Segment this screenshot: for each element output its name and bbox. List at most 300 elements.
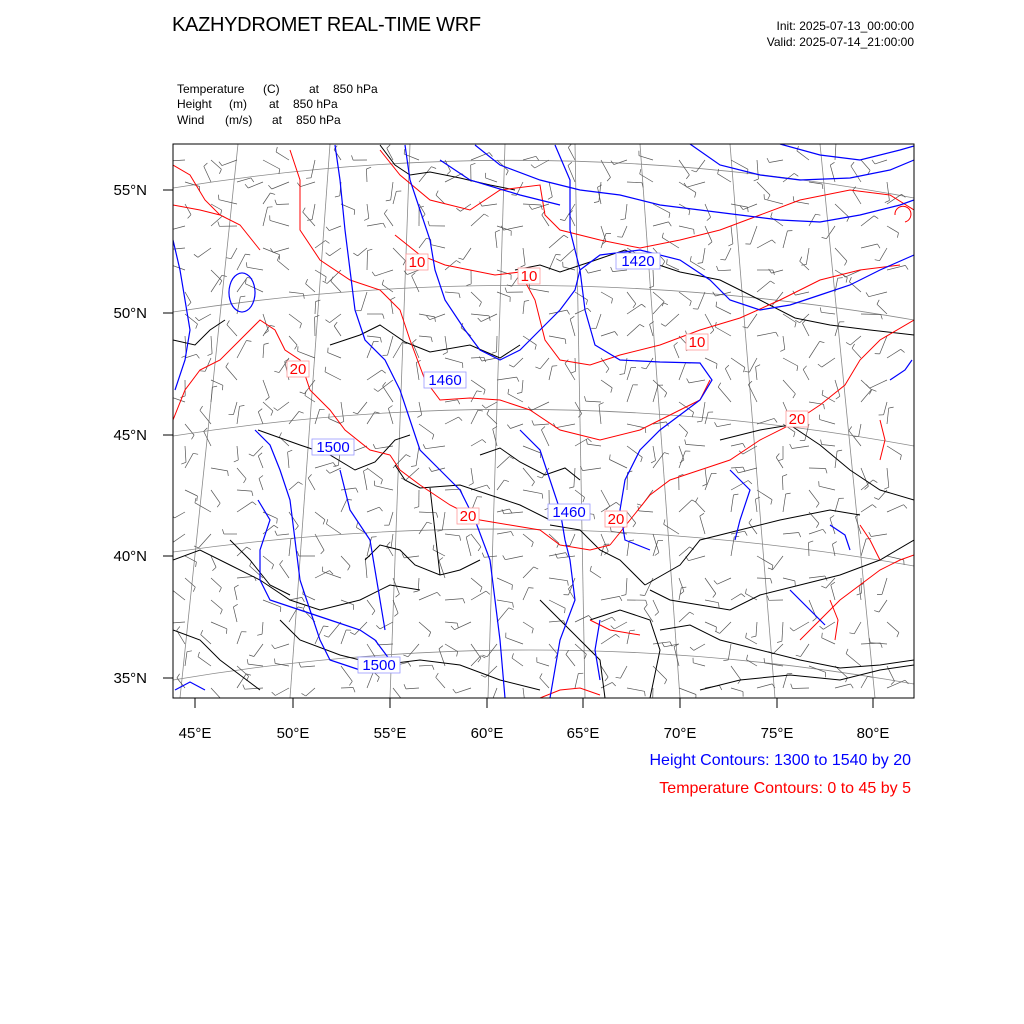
wind-barb-flag — [771, 579, 772, 584]
wind-barb — [797, 151, 809, 160]
wind-barb-flag — [306, 279, 308, 284]
wind-barb-flag — [477, 391, 482, 392]
wind-barb — [835, 204, 849, 217]
wind-barb-flag — [487, 410, 489, 415]
wind-barb — [358, 248, 367, 256]
wind-barb-flag — [308, 474, 311, 478]
wind-barb-flag — [612, 299, 613, 304]
wind-barb — [773, 644, 783, 654]
wind-barb — [406, 468, 420, 480]
temperature-label: 10 — [688, 334, 706, 351]
wind-barb-flag — [437, 530, 442, 531]
wind-barb — [613, 270, 627, 272]
wind-barb — [646, 358, 653, 369]
wind-barb — [375, 446, 393, 449]
wind-barb — [627, 385, 633, 402]
wind-barb — [471, 591, 486, 600]
variable-at: at — [272, 113, 283, 127]
wind-barb-flag — [568, 581, 569, 586]
wind-barb-flag — [264, 343, 269, 344]
wind-barb-flag — [586, 269, 589, 273]
wind-barb-flag — [665, 680, 667, 684]
wind-barb-flag — [872, 389, 877, 391]
wind-barb — [471, 314, 489, 316]
wind-barb — [887, 349, 901, 358]
lon-label: 65°E — [566, 725, 600, 742]
wind-barb-flag — [869, 532, 871, 536]
wind-barb-flag — [535, 367, 540, 369]
wind-barb — [263, 344, 264, 358]
wind-barb — [237, 468, 246, 479]
wind-barb-flag — [716, 364, 717, 369]
wind-barb-flag — [700, 513, 704, 516]
wind-barb — [280, 564, 289, 578]
wind-barb — [626, 578, 627, 595]
wind-barb-flag — [299, 411, 304, 413]
wind-barb-flag — [382, 370, 386, 373]
variable-level: 850 hPa — [333, 82, 378, 96]
temperature-label: 20 — [289, 361, 307, 378]
wind-barb-flag — [616, 634, 620, 637]
wind-barb-flag — [836, 142, 841, 143]
wind-barb-flag — [288, 450, 293, 452]
wind-barb — [851, 166, 861, 182]
wind-barb-flag — [820, 626, 824, 629]
wind-barb — [575, 358, 576, 371]
wind-barb — [653, 600, 659, 612]
wind-barb — [341, 688, 353, 689]
wind-barb — [679, 451, 685, 468]
wind-barb-flag — [690, 612, 694, 614]
wind-barb — [738, 468, 757, 473]
wind-barb — [211, 490, 220, 503]
wind-barb — [495, 232, 497, 248]
wind-barb-flag — [432, 435, 434, 440]
variable-units: (m/s) — [225, 113, 253, 127]
wind-barb-flag — [606, 369, 609, 373]
wind-barb-flag — [427, 316, 430, 320]
wind-barb-flag — [271, 411, 273, 416]
wind-barb — [170, 264, 186, 270]
wind-barb — [237, 502, 252, 512]
wind-barb-flag — [275, 659, 276, 664]
wind-barb — [639, 511, 653, 512]
wind-barb-flag — [800, 257, 802, 262]
wind-barb — [783, 358, 798, 366]
wind-barb-flag — [877, 244, 880, 248]
wind-barb — [289, 336, 297, 345]
wind-barb-flag — [698, 263, 703, 264]
wind-barb-flag — [532, 542, 534, 547]
wind-barb-flag — [702, 484, 707, 486]
wind-barb — [253, 446, 263, 456]
wind-barb-flag — [511, 532, 513, 537]
wind-barb — [491, 688, 497, 703]
wind-barb — [846, 654, 861, 666]
wind-barb-flag — [569, 487, 574, 488]
wind-barb — [331, 281, 341, 292]
wind-barb-flag — [651, 461, 656, 463]
wind-barb-flag — [642, 304, 646, 307]
wind-barb-flag — [655, 612, 659, 615]
wind-barb — [341, 402, 344, 421]
wind-barb-flag — [665, 393, 667, 398]
wind-barb — [746, 638, 757, 644]
wind-barb-flag — [413, 339, 417, 342]
wind-barb — [718, 270, 731, 271]
wind-barb-flag — [272, 645, 275, 649]
wind-barb-flag — [169, 245, 171, 250]
wind-barb — [334, 326, 341, 336]
wind-barb-flag — [487, 485, 490, 489]
wind-barb — [887, 226, 899, 233]
wind-barb-flag — [713, 594, 716, 598]
wind-barb — [504, 226, 524, 230]
wind-barb — [211, 216, 223, 226]
wind-barb-flag — [849, 633, 854, 634]
wind-barb — [523, 156, 536, 160]
wind-barb — [445, 358, 463, 363]
wind-barb-flag — [300, 392, 305, 394]
wind-barb-flag — [245, 254, 250, 255]
wind-barb-flag — [529, 588, 534, 589]
wind-barb-flag — [664, 520, 665, 525]
wind-barb-flag — [590, 566, 591, 571]
wind-barb-flag — [715, 631, 720, 633]
wind-barb — [388, 408, 393, 424]
wind-barb-flag — [502, 509, 504, 514]
lon-label: 60°E — [470, 725, 504, 742]
wind-barb — [861, 216, 874, 226]
wind-barb-flag — [697, 421, 702, 422]
wind-barb-flag — [356, 488, 358, 493]
wind-barb — [586, 401, 601, 402]
wind-barb-flag — [542, 494, 543, 499]
wind-barb-flag — [447, 171, 451, 175]
wind-barb — [802, 323, 809, 336]
wind-barb-flag — [323, 520, 325, 525]
wind-barb-flag — [265, 397, 269, 400]
wind-barb-flag — [221, 210, 222, 215]
wind-barb — [388, 336, 394, 355]
wind-barb-flag — [423, 444, 425, 448]
wind-barb — [887, 182, 889, 201]
wind-barb — [211, 468, 228, 471]
wind-barb — [523, 301, 524, 314]
wind-barb — [575, 402, 582, 414]
wind-barb — [570, 534, 575, 546]
wind-barb — [497, 600, 513, 603]
wind-barb — [445, 599, 463, 600]
wind-barb — [731, 666, 741, 680]
wind-barb-flag — [794, 173, 798, 176]
wind-barb — [809, 341, 820, 358]
wind-barb — [716, 307, 731, 314]
wind-barb-flag — [846, 649, 848, 654]
wind-barb-flag — [640, 169, 641, 174]
wind-barb-flag — [368, 249, 373, 250]
wind-barb-flag — [471, 163, 476, 165]
wind-barb-flag — [796, 655, 801, 656]
wind-barb — [717, 578, 731, 584]
wind-barb-flag — [719, 603, 720, 608]
wind-barb — [599, 405, 601, 424]
wind-barb — [568, 147, 575, 160]
wind-barb-flag — [816, 214, 821, 215]
wind-barb-flag — [849, 427, 852, 431]
lon-label: 75°E — [760, 725, 794, 742]
wind-barb — [471, 380, 485, 390]
wind-barb-flag — [469, 483, 474, 485]
variable-units: (m) — [229, 97, 247, 111]
wind-barb — [861, 468, 868, 486]
wind-barb — [575, 439, 588, 447]
wind-barb — [792, 688, 809, 689]
wind-barb-flag — [521, 265, 526, 267]
wind-barb — [700, 516, 705, 534]
wind-barb — [393, 600, 398, 613]
wind-barb — [312, 204, 315, 220]
wind-barb — [705, 468, 707, 484]
wind-barb-flag — [826, 469, 827, 474]
wind-barb — [718, 387, 731, 402]
wind-barb-flag — [803, 366, 806, 370]
wind-barb — [416, 446, 419, 466]
wind-barb-flag — [536, 156, 539, 160]
wind-barb-flag — [746, 589, 747, 594]
wind-barb-flag — [226, 258, 231, 259]
wind-barb — [549, 255, 556, 271]
wind-barb — [419, 402, 422, 415]
wind-barb — [532, 402, 550, 410]
wind-barb — [185, 490, 197, 496]
wind-barb — [234, 402, 238, 415]
wind-barb — [306, 284, 315, 292]
wind-barb — [853, 190, 861, 204]
wind-barb-flag — [905, 265, 908, 269]
wind-barb-flag — [221, 701, 223, 705]
wind-barb-flag — [408, 662, 411, 666]
wind-barb — [769, 160, 783, 163]
wind-barb-flag — [541, 427, 545, 430]
wind-barb-flag — [816, 503, 819, 507]
lon-label: 45°E — [178, 725, 212, 742]
wind-barb-flag — [566, 650, 569, 654]
wind-barb-flag — [541, 205, 542, 210]
wind-barb — [419, 336, 431, 337]
wind-barb-flag — [611, 388, 612, 393]
wind-barb — [341, 666, 352, 681]
wind-barb-flag — [615, 332, 618, 336]
wind-barb-flag — [436, 191, 438, 196]
wind-barb — [725, 248, 731, 260]
wind-barb-flag — [412, 273, 416, 276]
wind-barb — [587, 444, 601, 446]
wind-barb-flag — [777, 641, 782, 642]
wind-barb — [601, 596, 620, 600]
wind-barb — [809, 576, 825, 578]
wind-barb — [809, 490, 819, 503]
wind-barb-flag — [832, 542, 836, 545]
wind-barb — [614, 622, 627, 629]
wind-barb — [653, 380, 667, 393]
wind-barb — [549, 235, 564, 248]
wind-barb — [702, 402, 705, 421]
wind-barb — [367, 251, 368, 270]
wind-barb — [185, 578, 195, 587]
wind-barb — [330, 468, 341, 473]
wind-barb-flag — [611, 267, 613, 272]
wind-barb — [195, 503, 211, 512]
wind-barb-flag — [478, 658, 481, 662]
wind-barb-flag — [830, 162, 834, 165]
wind-barb-flag — [589, 616, 592, 620]
wind-barb — [715, 327, 731, 336]
wind-barb — [698, 292, 705, 309]
wind-barb-flag — [644, 605, 647, 609]
wind-barb — [530, 289, 549, 292]
wind-barb — [211, 160, 221, 169]
wind-barb — [523, 248, 525, 265]
wind-barb-flag — [884, 487, 889, 489]
wind-barb-flag — [520, 700, 525, 702]
wind-barb-flag — [905, 680, 908, 684]
wind-barb — [391, 182, 393, 200]
wind-barb — [367, 673, 373, 688]
wind-barb-flag — [323, 626, 328, 627]
wind-barb-flag — [388, 406, 392, 409]
wind-barb-flag — [453, 689, 456, 693]
wind-barb — [237, 406, 240, 424]
wind-barb — [471, 468, 473, 483]
wind-barb — [341, 488, 356, 490]
height-label: 1460 — [552, 504, 586, 521]
wind-barb-flag — [633, 523, 636, 527]
wind-barb-flag — [274, 408, 278, 411]
wind-barb-flag — [851, 162, 854, 166]
wind-barb-flag — [251, 178, 254, 182]
wind-barb-flag — [303, 294, 304, 299]
wind-barb — [471, 391, 477, 402]
wind-barb — [504, 512, 523, 514]
wind-barb — [783, 336, 785, 349]
wind-barb — [731, 688, 743, 692]
temperature-label: 10 — [520, 268, 538, 285]
wind-barb — [471, 214, 484, 226]
wind-barb — [549, 644, 558, 654]
wind-barb-flag — [662, 261, 665, 265]
wind-barb-flag — [306, 178, 311, 179]
wind-barb — [185, 204, 191, 215]
wind-barb-flag — [458, 258, 463, 259]
wind-barb-flag — [246, 341, 251, 342]
wind-barb — [653, 292, 664, 302]
wind-barb — [277, 204, 289, 205]
wind-barb-flag — [226, 363, 229, 367]
wind-barb-flag — [717, 266, 719, 271]
wind-barb — [365, 558, 367, 578]
wind-barb — [725, 369, 731, 380]
wind-barb — [664, 524, 679, 534]
wind-barb-flag — [245, 184, 248, 188]
wind-barb-flag — [204, 163, 208, 166]
wind-barb-flag — [686, 175, 689, 179]
wind-barb-flag — [768, 195, 770, 199]
wind-barb-flag — [556, 259, 560, 262]
wind-barb — [315, 512, 325, 520]
wind-barb-flag — [325, 277, 326, 282]
wind-barb-flag — [295, 345, 298, 349]
wind-barb — [497, 578, 512, 585]
wind-barb-flag — [279, 433, 281, 438]
wind-barb-flag — [429, 467, 432, 471]
wind-barb-flag — [436, 513, 437, 518]
wind-barb — [801, 644, 809, 657]
wind-barb-flag — [403, 261, 405, 265]
wind-barb — [731, 204, 748, 207]
wind-barb-flag — [478, 318, 481, 322]
wind-barb — [497, 160, 508, 171]
wind-barb — [211, 270, 222, 281]
wind-barb-flag — [837, 450, 842, 451]
wind-barb-flag — [433, 545, 434, 550]
wind-barb-flag — [904, 505, 907, 509]
wind-barb — [237, 576, 254, 578]
wind-barb — [757, 490, 772, 500]
wind-barb-flag — [466, 284, 471, 286]
wind-barb — [384, 214, 393, 226]
wind-barb — [497, 377, 517, 380]
wind-barb — [859, 424, 861, 436]
wind-barb-flag — [620, 219, 625, 220]
wind-barb — [471, 534, 481, 547]
wind-barb — [211, 622, 227, 629]
wind-barb-flag — [645, 428, 646, 433]
wind-barb-flag — [540, 673, 542, 677]
wind-barb — [557, 556, 575, 558]
wind-barb — [211, 578, 221, 588]
wind-barb — [755, 499, 757, 512]
wind-barb — [289, 292, 303, 294]
wind-barb — [694, 644, 705, 650]
wind-barb-flag — [824, 404, 825, 409]
wind-barb — [601, 226, 606, 241]
wind-barb — [803, 370, 809, 381]
wind-barb — [523, 567, 534, 578]
wind-barb-flag — [431, 167, 436, 169]
wind-barb-flag — [299, 663, 301, 668]
lon-label: 80°E — [856, 725, 890, 742]
wind-barb — [537, 662, 549, 666]
wind-barb — [418, 578, 419, 591]
wind-barb — [794, 622, 809, 631]
wind-barb — [270, 220, 289, 226]
wind-barb — [747, 314, 757, 328]
wind-barb — [653, 222, 669, 226]
wind-barb-flag — [275, 531, 277, 536]
wind-barb — [445, 489, 460, 490]
wind-barb-flag — [350, 632, 355, 634]
wind-barb-flag — [674, 342, 678, 345]
wind-barb-flag — [646, 600, 648, 605]
wind-barb-flag — [303, 605, 305, 609]
wind-barb-flag — [517, 392, 522, 393]
wind-barb-flag — [258, 453, 262, 456]
wind-barb — [445, 417, 459, 424]
wind-barb-flag — [629, 540, 634, 541]
wind-barb — [541, 430, 549, 446]
wind-barb — [258, 456, 263, 468]
